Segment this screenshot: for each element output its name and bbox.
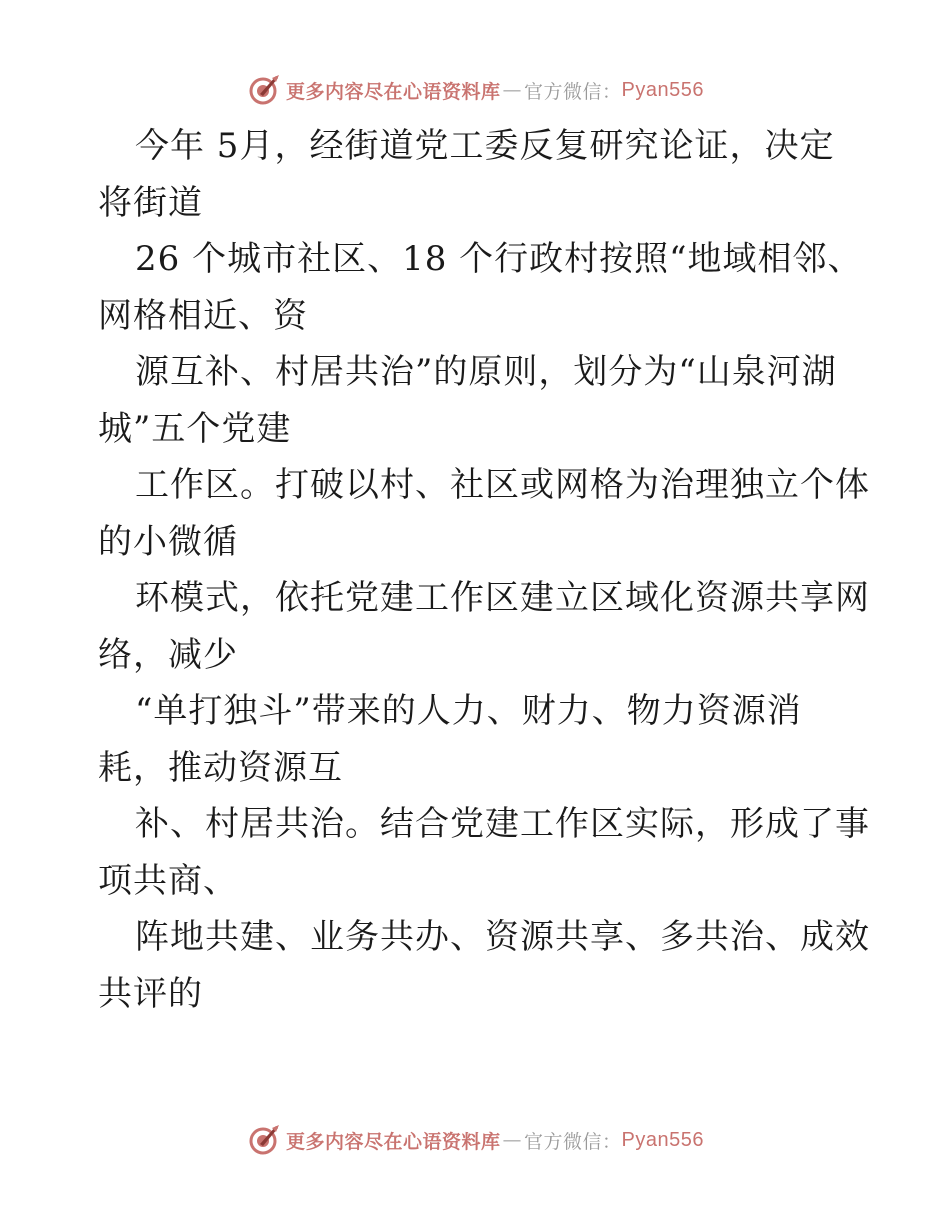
header-banner	[0, 70, 950, 110]
text-line: 26 个城市社区、18 个行政村按照“地域相邻、	[135, 239, 863, 279]
quill-pen-logo-icon	[246, 72, 282, 108]
text-line: 的小微循	[98, 521, 238, 562]
text-line: 络，减少	[98, 634, 238, 675]
header-brand-text: 更多内容尽在心语资料库	[286, 80, 501, 103]
text-line: 阵地共建、业务共办、资源共享、多共治、成效	[135, 917, 870, 957]
text-line: 环模式，依托党建工作区建立区域化资源共享网	[135, 578, 870, 618]
text-line: “单打独斗”带来的人力、财力、物力资源消	[135, 691, 802, 731]
header-dash: —	[502, 79, 523, 101]
footer-dash: —	[502, 1129, 523, 1151]
footer-wechat-id: Pyan556	[621, 1128, 704, 1151]
text-line: 源互补、村居共治”的原则，划分为“山泉河湖	[135, 352, 837, 392]
text-line: 网格相近、资	[98, 295, 308, 336]
footer-official-label: 官方微信：	[524, 1130, 622, 1153]
text-line: 补、村居共治。结合党建工作区实际，形成了事	[135, 804, 870, 844]
text-line: 项共商、	[98, 860, 238, 901]
quill-pen-logo-icon	[246, 1122, 282, 1158]
document-body	[98, 118, 878, 1022]
header-wechat-id: Pyan556	[621, 78, 704, 101]
text-line: 工作区。打破以村、社区或网格为治理独立个体	[135, 465, 870, 505]
footer-brand-text: 更多内容尽在心语资料库	[286, 1130, 501, 1153]
footer-banner	[0, 1120, 950, 1160]
text-line: 城”五个党建	[98, 408, 292, 449]
header-official-label: 官方微信：	[524, 80, 622, 103]
text-line: 将街道	[98, 182, 203, 223]
text-line: 今年 5月，经街道党工委反复研究论证，决定	[135, 126, 835, 166]
text-line: 耗，推动资源互	[98, 747, 343, 788]
text-line: 共评的	[98, 973, 203, 1014]
